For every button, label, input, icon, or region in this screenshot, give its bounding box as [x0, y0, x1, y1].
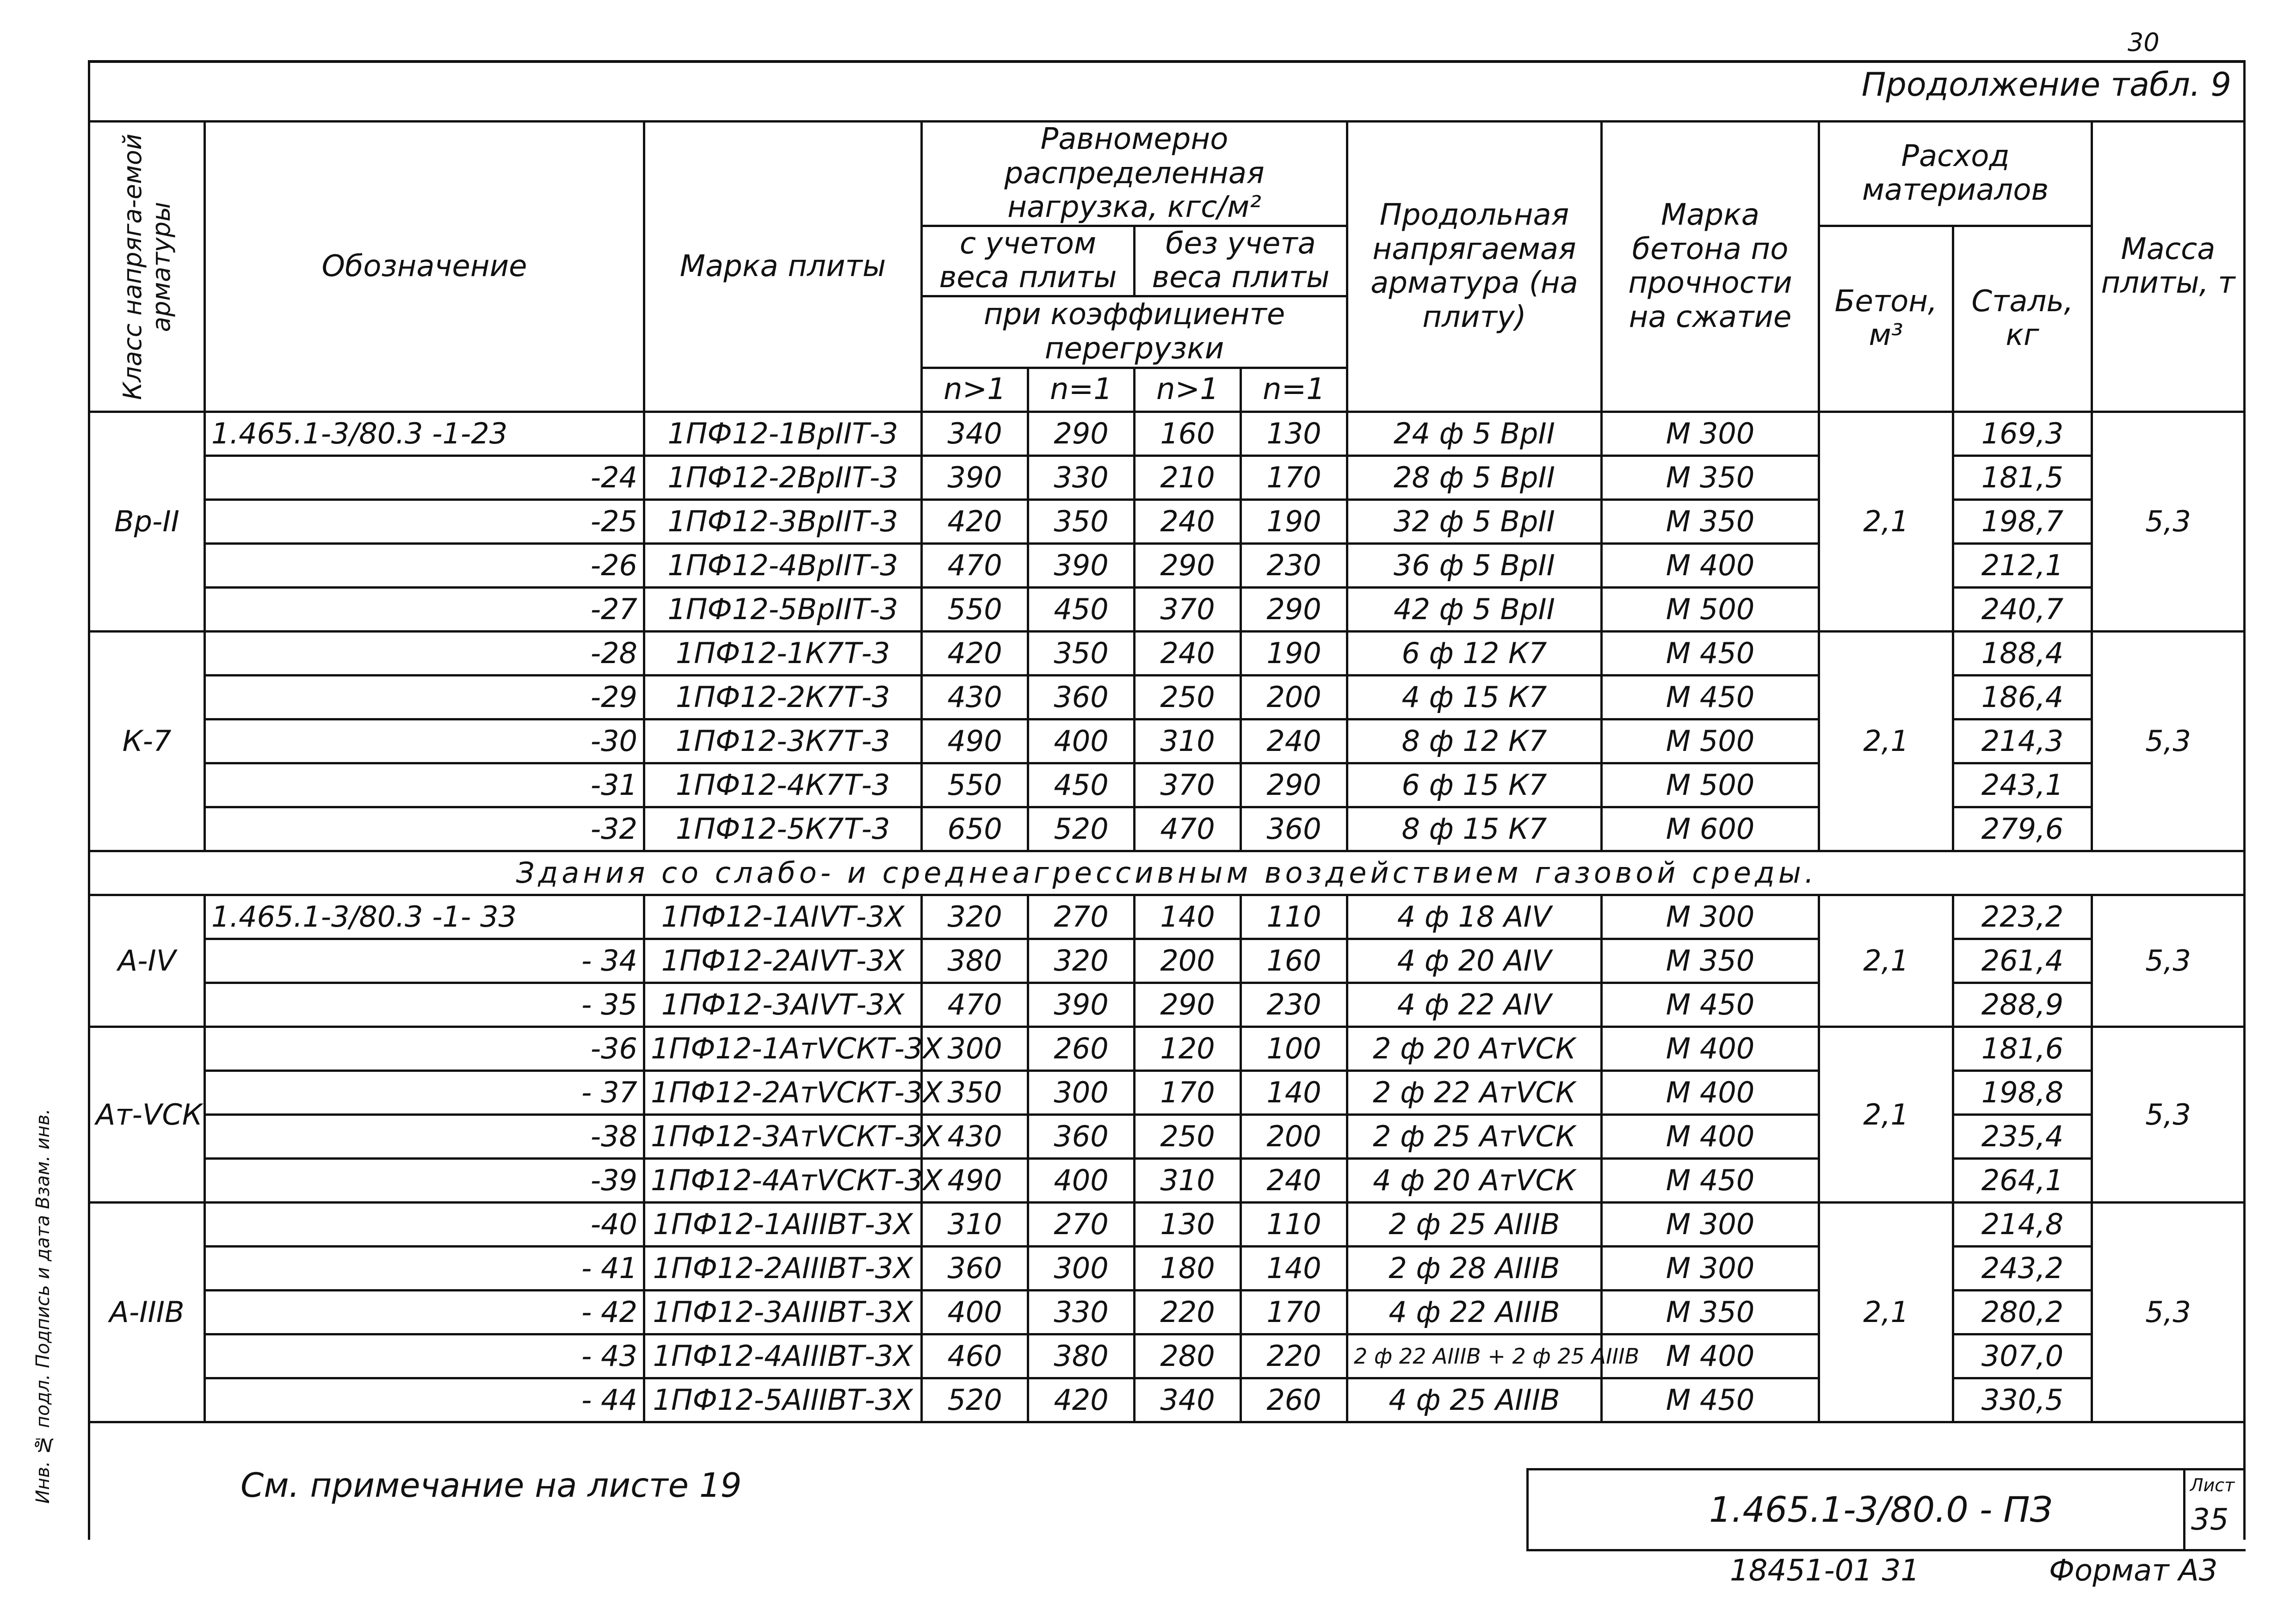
- load-cell: 230: [1241, 983, 1347, 1027]
- class-cell: Ат-VСК: [89, 1027, 205, 1202]
- load-cell: 130: [1241, 412, 1347, 455]
- mass-cell: 5,3: [2092, 412, 2245, 631]
- mark-cell: 1ПФ12-3АтVСКТ-3Х: [644, 1114, 922, 1158]
- load-cell: 360: [922, 1246, 1028, 1290]
- load-cell: 250: [1135, 675, 1241, 719]
- grade-cell: М 500: [1602, 719, 1819, 763]
- reinforcement-cell: 2 ф 20 АтVСК: [1347, 1027, 1602, 1070]
- load-cell: 240: [1241, 1158, 1347, 1202]
- steel-cell: 240,7: [1953, 587, 2092, 631]
- load-cell: 180: [1135, 1246, 1241, 1290]
- steel-cell: 288,9: [1953, 983, 2092, 1027]
- mark-cell: 1ПФ12-1К7Т-3: [644, 631, 922, 675]
- load-cell: 170: [1241, 455, 1347, 499]
- designation-cell: - 43: [205, 1334, 644, 1378]
- designation-cell: -29: [205, 675, 644, 719]
- col-steel: Сталь, кг: [1953, 226, 2092, 412]
- load-cell: 290: [1241, 587, 1347, 631]
- mark-cell: 1ПФ12-4АтVСКТ-3Х: [644, 1158, 922, 1202]
- load-cell: 220: [1135, 1290, 1241, 1334]
- col-concrete: Бетон, м³: [1819, 226, 1953, 412]
- grade-cell: М 450: [1602, 1158, 1819, 1202]
- grade-cell: М 400: [1602, 1027, 1819, 1070]
- mass-cell: 5,3: [2092, 895, 2245, 1027]
- col-n-eq1-a: n=1: [1028, 368, 1135, 412]
- load-cell: 450: [1028, 763, 1135, 807]
- sheet-box: [2183, 1470, 2246, 1549]
- steel-cell: 330,5: [1953, 1378, 2092, 1422]
- grade-cell: М 300: [1602, 412, 1819, 455]
- load-cell: 200: [1135, 939, 1241, 983]
- designation-cell: -28: [205, 631, 644, 675]
- load-cell: 300: [922, 1027, 1028, 1070]
- col-reinforcement: Продольная напрягаемая арматура (на плиту): [1347, 122, 1602, 412]
- designation-cell: 1.465.1-3/80.3 -1-23: [205, 412, 644, 455]
- col-designation: Обозначение: [205, 122, 644, 412]
- load-cell: 200: [1241, 675, 1347, 719]
- load-cell: 420: [922, 499, 1028, 543]
- designation-cell: - 34: [205, 939, 644, 983]
- load-cell: 490: [922, 1158, 1028, 1202]
- mark-cell: 1ПФ12-3АIVТ-3Х: [644, 983, 922, 1027]
- mark-cell: 1ПФ12-4АIIIВТ-3Х: [644, 1334, 922, 1378]
- grade-cell: М 350: [1602, 499, 1819, 543]
- load-cell: 280: [1135, 1334, 1241, 1378]
- reinforcement-cell: 4 ф 22 АIV: [1347, 983, 1602, 1027]
- reinforcement-cell: 36 ф 5 ВрII: [1347, 543, 1602, 587]
- load-cell: 320: [1028, 939, 1135, 983]
- col-coef: при коэффициенте перегрузки: [922, 296, 1347, 368]
- grade-cell: М 300: [1602, 1202, 1819, 1246]
- designation-cell: - 37: [205, 1070, 644, 1114]
- grade-cell: М 400: [1602, 543, 1819, 587]
- steel-cell: 214,8: [1953, 1202, 2092, 1246]
- load-cell: 220: [1241, 1334, 1347, 1378]
- steel-cell: 186,4: [1953, 675, 2092, 719]
- concrete-cell: 2,1: [1819, 1027, 1953, 1202]
- reinforcement-cell: 4 ф 18 АIV: [1347, 895, 1602, 939]
- load-cell: 250: [1135, 1114, 1241, 1158]
- reinforcement-cell: 4 ф 20 АтVСК: [1347, 1158, 1602, 1202]
- load-cell: 350: [1028, 631, 1135, 675]
- load-cell: 310: [1135, 1158, 1241, 1202]
- designation-cell: -27: [205, 587, 644, 631]
- load-cell: 330: [1028, 455, 1135, 499]
- load-cell: 290: [1135, 983, 1241, 1027]
- note-text: См. примечание на листе 19: [241, 1466, 742, 1505]
- designation-cell: -38: [205, 1114, 644, 1158]
- designation-cell: -30: [205, 719, 644, 763]
- load-cell: 120: [1135, 1027, 1241, 1070]
- mark-cell: 1ПФ12-1АIIIВТ-3Х: [644, 1202, 922, 1246]
- load-cell: 420: [922, 631, 1028, 675]
- load-cell: 100: [1241, 1027, 1347, 1070]
- slab-table: [88, 120, 2246, 1423]
- load-cell: 380: [1028, 1334, 1135, 1378]
- load-cell: 270: [1028, 1202, 1135, 1246]
- sheet-number: 35: [2191, 1503, 2229, 1537]
- reinforcement-cell: 28 ф 5 ВрII: [1347, 455, 1602, 499]
- designation-cell: - 41: [205, 1246, 644, 1290]
- col-n-gt1-a: n>1: [922, 368, 1028, 412]
- section-title: Здания со слабо- и среднеагрессивным воздействием газовой среды.: [89, 851, 2245, 895]
- mark-cell: 1ПФ12-2АIIIВТ-3Х: [644, 1246, 922, 1290]
- load-cell: 270: [1028, 895, 1135, 939]
- steel-cell: 214,3: [1953, 719, 2092, 763]
- reinforcement-cell: 8 ф 15 К7: [1347, 807, 1602, 851]
- load-cell: 290: [1135, 543, 1241, 587]
- designation-cell: 1.465.1-3/80.3 -1- 33: [205, 895, 644, 939]
- col-mark: Марка плиты: [644, 122, 922, 412]
- steel-cell: 198,8: [1953, 1070, 2092, 1114]
- load-cell: 310: [922, 1202, 1028, 1246]
- designation-cell: -36: [205, 1027, 644, 1070]
- steel-cell: 198,7: [1953, 499, 2092, 543]
- load-cell: 470: [922, 983, 1028, 1027]
- mark-cell: 1ПФ12-3ВрIIТ-3: [644, 499, 922, 543]
- load-cell: 330: [1028, 1290, 1135, 1334]
- load-cell: 160: [1241, 939, 1347, 983]
- steel-cell: 181,5: [1953, 455, 2092, 499]
- load-cell: 360: [1028, 675, 1135, 719]
- load-cell: 350: [1028, 499, 1135, 543]
- table-row: [89, 1027, 2245, 1070]
- mark-cell: 1ПФ12-2ВрIIТ-3: [644, 455, 922, 499]
- steel-cell: 280,2: [1953, 1290, 2092, 1334]
- col-load-group: Равномерно распределенная нагрузка, кгс/м²: [922, 122, 1347, 226]
- col-concrete-grade: Марка бетона по прочности на сжатие: [1602, 122, 1819, 412]
- section-row: [89, 851, 2245, 895]
- reinforcement-cell: 4 ф 20 АIV: [1347, 939, 1602, 983]
- load-cell: 140: [1241, 1070, 1347, 1114]
- load-cell: 390: [1028, 543, 1135, 587]
- steel-cell: 279,6: [1953, 807, 2092, 851]
- continuation-label: Продолжение табл. 9: [1861, 66, 2231, 104]
- designation-cell: -26: [205, 543, 644, 587]
- load-cell: 400: [922, 1290, 1028, 1334]
- load-cell: 340: [922, 412, 1028, 455]
- load-cell: 520: [922, 1378, 1028, 1422]
- reinforcement-cell: 2 ф 22 АтVСК: [1347, 1070, 1602, 1114]
- designation-cell: - 44: [205, 1378, 644, 1422]
- steel-cell: 261,4: [1953, 939, 2092, 983]
- mass-cell: 5,3: [2092, 631, 2245, 851]
- reinforcement-cell: 32 ф 5 ВрII: [1347, 499, 1602, 543]
- steel-cell: 307,0: [1953, 1334, 2092, 1378]
- steel-cell: 181,6: [1953, 1027, 2092, 1070]
- load-cell: 470: [1135, 807, 1241, 851]
- left-binding-strip: [69, 60, 90, 1540]
- designation-cell: -39: [205, 1158, 644, 1202]
- col-materials: Расход материалов: [1819, 122, 2092, 226]
- stamp-code: 1.465.1-3/80.0 - ПЗ: [1709, 1489, 2053, 1530]
- reinforcement-cell: 24 ф 5 ВрII: [1347, 412, 1602, 455]
- reinforcement-cell: 6 ф 12 К7: [1347, 631, 1602, 675]
- load-cell: 320: [922, 895, 1028, 939]
- load-cell: 400: [1028, 1158, 1135, 1202]
- designation-cell: -25: [205, 499, 644, 543]
- grade-cell: М 400: [1602, 1334, 1819, 1378]
- grade-cell: М 450: [1602, 1378, 1819, 1422]
- load-cell: 370: [1135, 763, 1241, 807]
- designation-cell: -24: [205, 455, 644, 499]
- mark-cell: 1ПФ12-1АтVСКТ-3Х: [644, 1027, 922, 1070]
- steel-cell: 235,4: [1953, 1114, 2092, 1158]
- mark-cell: 1ПФ12-1ВрIIТ-3: [644, 412, 922, 455]
- col-n-eq1-b: n=1: [1241, 368, 1347, 412]
- load-cell: 260: [1241, 1378, 1347, 1422]
- mass-cell: 5,3: [2092, 1202, 2245, 1422]
- load-cell: 290: [1028, 412, 1135, 455]
- mark-cell: 1ПФ12-5АIIIВТ-3Х: [644, 1378, 922, 1422]
- sheet-label: Лист: [2190, 1475, 2235, 1495]
- load-cell: 360: [1241, 807, 1347, 851]
- load-cell: 350: [922, 1070, 1028, 1114]
- grade-cell: М 450: [1602, 631, 1819, 675]
- load-cell: 170: [1135, 1070, 1241, 1114]
- grade-cell: М 450: [1602, 675, 1819, 719]
- load-cell: 130: [1135, 1202, 1241, 1246]
- concrete-cell: 2,1: [1819, 412, 1953, 631]
- bottom-code: 18451-01 31: [1730, 1554, 1920, 1588]
- steel-cell: 243,2: [1953, 1246, 2092, 1290]
- grade-cell: М 400: [1602, 1070, 1819, 1114]
- grade-cell: М 400: [1602, 1114, 1819, 1158]
- steel-cell: 264,1: [1953, 1158, 2092, 1202]
- reinforcement-cell: 2 ф 28 АIIIВ: [1347, 1246, 1602, 1290]
- load-cell: 170: [1241, 1290, 1347, 1334]
- load-cell: 140: [1241, 1246, 1347, 1290]
- load-cell: 390: [922, 455, 1028, 499]
- reinforcement-cell: 8 ф 12 К7: [1347, 719, 1602, 763]
- col-mass: Масса плиты, т: [2092, 122, 2245, 412]
- load-cell: 230: [1241, 543, 1347, 587]
- load-cell: 140: [1135, 895, 1241, 939]
- mark-cell: 1ПФ12-3АIIIВТ-3Х: [644, 1290, 922, 1334]
- concrete-cell: 2,1: [1819, 895, 1953, 1027]
- mark-cell: 1ПФ12-5К7Т-3: [644, 807, 922, 851]
- load-cell: 400: [1028, 719, 1135, 763]
- load-cell: 340: [1135, 1378, 1241, 1422]
- mark-cell: 1ПФ12-2АIVТ-3Х: [644, 939, 922, 983]
- class-cell: К-7: [89, 631, 205, 851]
- mark-cell: 1ПФ12-5ВрIIТ-3: [644, 587, 922, 631]
- reinforcement-cell: 2 ф 25 АтVСК: [1347, 1114, 1602, 1158]
- grade-cell: М 450: [1602, 983, 1819, 1027]
- load-cell: 110: [1241, 895, 1347, 939]
- load-cell: 240: [1135, 631, 1241, 675]
- reinforcement-cell: 4 ф 22 АIIIВ: [1347, 1290, 1602, 1334]
- designation-cell: -40: [205, 1202, 644, 1246]
- steel-cell: 223,2: [1953, 895, 2092, 939]
- grade-cell: М 350: [1602, 455, 1819, 499]
- designation-cell: -31: [205, 763, 644, 807]
- designation-cell: - 42: [205, 1290, 644, 1334]
- concrete-cell: 2,1: [1819, 1202, 1953, 1422]
- grade-cell: М 500: [1602, 763, 1819, 807]
- table-row: [89, 895, 2245, 939]
- load-cell: 450: [1028, 587, 1135, 631]
- mark-cell: 1ПФ12-2АтVСКТ-3Х: [644, 1070, 922, 1114]
- steel-cell: 243,1: [1953, 763, 2092, 807]
- load-cell: 370: [1135, 587, 1241, 631]
- load-cell: 360: [1028, 1114, 1135, 1158]
- concrete-cell: 2,1: [1819, 631, 1953, 851]
- load-cell: 460: [922, 1334, 1028, 1378]
- steel-cell: 169,3: [1953, 412, 2092, 455]
- col-class: Класс напряга-емой арматуры: [89, 122, 205, 412]
- mark-cell: 1ПФ12-3К7Т-3: [644, 719, 922, 763]
- table-row: [89, 412, 2245, 455]
- col-without-weight: без учета веса плиты: [1135, 226, 1347, 296]
- load-cell: 290: [1241, 763, 1347, 807]
- load-cell: 260: [1028, 1027, 1135, 1070]
- load-cell: 430: [922, 1114, 1028, 1158]
- class-cell: А-IV: [89, 895, 205, 1027]
- grade-cell: М 600: [1602, 807, 1819, 851]
- mark-cell: 1ПФ12-4ВрIIТ-3: [644, 543, 922, 587]
- reinforcement-cell: 42 ф 5 ВрII: [1347, 587, 1602, 631]
- load-cell: 420: [1028, 1378, 1135, 1422]
- reinforcement-cell: 2 ф 25 АIIIВ: [1347, 1202, 1602, 1246]
- load-cell: 470: [922, 543, 1028, 587]
- designation-cell: -32: [205, 807, 644, 851]
- load-cell: 240: [1241, 719, 1347, 763]
- side-strip-text: Инв. № подл. Подпись и дата Взам. инв.: [32, 1108, 54, 1504]
- load-cell: 190: [1241, 631, 1347, 675]
- load-cell: 430: [922, 675, 1028, 719]
- load-cell: 380: [922, 939, 1028, 983]
- reinforcement-cell: 2 ф 22 АIIIВ + 2 ф 25 АIIIВ: [1347, 1334, 1602, 1378]
- table-row: [89, 1202, 2245, 1246]
- title-stamp: [1526, 1468, 2246, 1551]
- mark-cell: 1ПФ12-2К7Т-3: [644, 675, 922, 719]
- mark-cell: 1ПФ12-4К7Т-3: [644, 763, 922, 807]
- designation-cell: - 35: [205, 983, 644, 1027]
- mass-cell: 5,3: [2092, 1027, 2245, 1202]
- col-with-weight: с учетом веса плиты: [922, 226, 1135, 296]
- load-cell: 160: [1135, 412, 1241, 455]
- steel-cell: 188,4: [1953, 631, 2092, 675]
- load-cell: 300: [1028, 1246, 1135, 1290]
- grade-cell: М 350: [1602, 1290, 1819, 1334]
- load-cell: 300: [1028, 1070, 1135, 1114]
- reinforcement-cell: 6 ф 15 К7: [1347, 763, 1602, 807]
- grade-cell: М 500: [1602, 587, 1819, 631]
- steel-cell: 212,1: [1953, 543, 2092, 587]
- load-cell: 550: [922, 587, 1028, 631]
- grade-cell: М 350: [1602, 939, 1819, 983]
- load-cell: 190: [1241, 499, 1347, 543]
- load-cell: 310: [1135, 719, 1241, 763]
- class-cell: Вр-II: [89, 412, 205, 631]
- load-cell: 110: [1241, 1202, 1347, 1246]
- load-cell: 390: [1028, 983, 1135, 1027]
- reinforcement-cell: 4 ф 15 К7: [1347, 675, 1602, 719]
- reinforcement-cell: 4 ф 25 АIIIВ: [1347, 1378, 1602, 1422]
- load-cell: 550: [922, 763, 1028, 807]
- format-label: Формат А3: [2049, 1554, 2218, 1588]
- top-page-number: 30: [2128, 28, 2160, 57]
- mark-cell: 1ПФ12-1АIVТ-3Х: [644, 895, 922, 939]
- col-n-gt1-b: n>1: [1135, 368, 1241, 412]
- load-cell: 520: [1028, 807, 1135, 851]
- load-cell: 240: [1135, 499, 1241, 543]
- grade-cell: М 300: [1602, 895, 1819, 939]
- grade-cell: М 300: [1602, 1246, 1819, 1290]
- load-cell: 200: [1241, 1114, 1347, 1158]
- class-cell: А-IIIВ: [89, 1202, 205, 1422]
- load-cell: 490: [922, 719, 1028, 763]
- load-cell: 210: [1135, 455, 1241, 499]
- load-cell: 650: [922, 807, 1028, 851]
- table-row: [89, 631, 2245, 675]
